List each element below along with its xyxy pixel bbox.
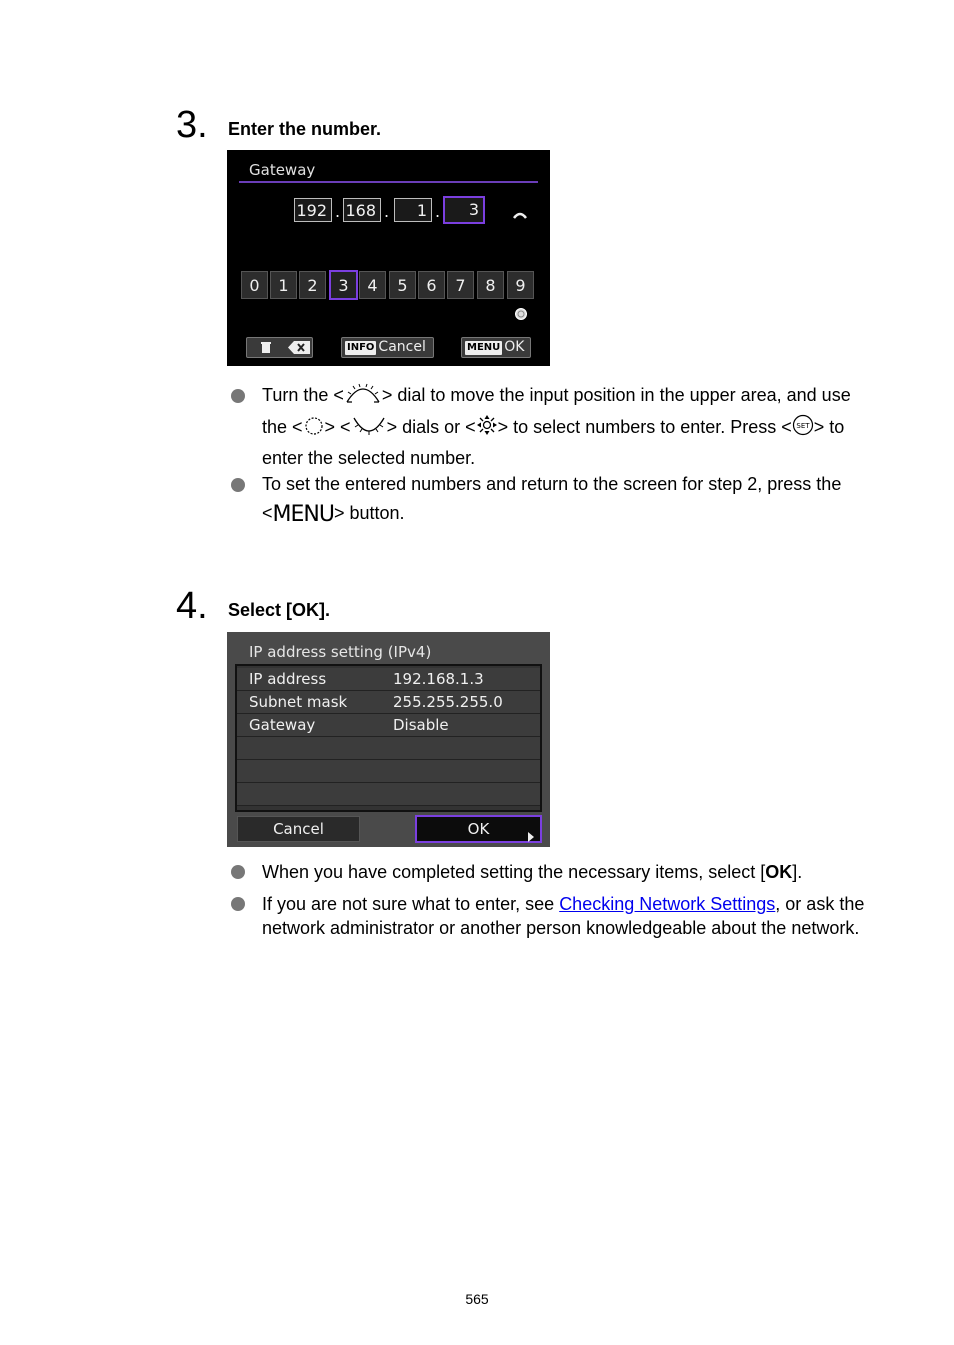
digit-key[interactable]: 8: [477, 271, 504, 299]
instruction-menu: [262, 470, 872, 529]
text-segment: Turn the <: [262, 385, 344, 405]
digit-key[interactable]: 4: [359, 271, 386, 299]
ok-button[interactable]: [461, 337, 531, 358]
instruction-dials: [262, 381, 872, 473]
step-4-title: Select [OK].: [228, 600, 331, 620]
digit-key-selected[interactable]: 3: [329, 270, 358, 300]
digit-key[interactable]: 1: [270, 271, 297, 299]
digit-key[interactable]: 6: [418, 271, 445, 299]
text-segment: ].: [792, 862, 803, 882]
step-4-number: 4.: [176, 585, 208, 627]
row-key: Subnet mask: [249, 693, 348, 711]
row-key: IP address: [249, 670, 327, 688]
text-segment: To set the entered numbers and return to the screen for step 2, press the <: [262, 474, 842, 523]
digit-key[interactable]: 9: [507, 271, 534, 299]
quick-control-dial-icon: [514, 306, 528, 325]
row-value: 255.255.255.0: [393, 693, 503, 711]
text-segment: > button.: [333, 502, 405, 523]
info-button-tag: INFO: [347, 342, 375, 353]
delete-button[interactable]: [246, 337, 313, 358]
dial-up-arrow-icon: [512, 205, 528, 224]
bullet-marker: [231, 897, 245, 911]
octet-field-2[interactable]: 168: [343, 198, 381, 222]
cancel-button[interactable]: [341, 337, 434, 358]
instruction-select-ok: [262, 861, 872, 885]
table-row[interactable]: [237, 691, 540, 714]
row-value: 192.168.1.3: [393, 670, 484, 688]
octet-field-3[interactable]: 1: [394, 198, 432, 222]
empty-row: [237, 783, 540, 806]
svg-text:SET: SET: [796, 421, 810, 430]
cancel-button[interactable]: Cancel: [237, 816, 360, 842]
digit-key[interactable]: 7: [447, 271, 474, 299]
octet-field-1[interactable]: 192: [294, 198, 332, 222]
bullet-marker: [231, 865, 245, 879]
right-arrow-icon: [528, 825, 534, 849]
menu-button-tag: MENU: [467, 342, 501, 353]
text-segment: When you have completed setting the necessary items, select [: [262, 862, 766, 882]
table-row[interactable]: [237, 714, 540, 737]
row-key: Gateway: [249, 716, 316, 734]
text-segment: > to enter the selected number.: [262, 416, 845, 468]
empty-row: [237, 737, 540, 760]
empty-row: [237, 760, 540, 783]
page-number: 565: [465, 1291, 489, 1307]
title-divider: [239, 181, 538, 183]
ip-setting-screen: [227, 632, 550, 847]
step-3-title: Enter the number.: [228, 119, 382, 139]
settings-table: [235, 664, 542, 812]
cancel-label: Cancel: [378, 339, 426, 355]
bullet-marker: [231, 478, 245, 492]
multi-controller-icon: [476, 414, 498, 445]
trash-icon: [260, 341, 272, 360]
instruction-help: [262, 893, 872, 940]
screen-title: Gateway: [249, 161, 316, 179]
menu-button-icon: MENU: [272, 501, 334, 527]
octet-dot: .: [335, 202, 341, 221]
main-dial-icon: [344, 382, 382, 413]
text-segment: > to select numbers to enter. Press <: [497, 416, 792, 437]
octet-dot: .: [435, 202, 441, 221]
ok-button[interactable]: [415, 815, 542, 843]
ok-label: OK: [467, 820, 490, 838]
table-row[interactable]: [237, 668, 540, 691]
ok-bold-text: OK: [765, 862, 793, 882]
step-3-number: 3.: [176, 104, 208, 146]
digit-key[interactable]: 0: [241, 271, 268, 299]
row-value: Disable: [393, 716, 449, 734]
digit-key[interactable]: 5: [389, 271, 416, 299]
text-segment: > dial to move the input position in the upper area, and use the <: [262, 385, 851, 437]
screen-title: IP address setting (IPv4): [249, 643, 432, 661]
text-segment: , or ask the network administrator or another person knowledgeable about the network.: [262, 894, 865, 938]
octet-dot: .: [384, 202, 390, 221]
checking-network-settings-link[interactable]: Checking Network Settings: [559, 894, 776, 914]
gateway-entry-screen: [227, 150, 550, 366]
octet-field-4-active[interactable]: 3: [443, 196, 485, 224]
quick-control-dial-icon: [303, 416, 325, 445]
quick-control-dial-2-icon: [351, 414, 387, 445]
digit-key[interactable]: 2: [299, 271, 326, 299]
set-button-icon: [792, 414, 814, 445]
text-segment: > dials or <: [386, 416, 476, 437]
backspace-icon: [288, 341, 310, 360]
text-segment: If you are not sure what to enter, see: [262, 894, 560, 914]
bullet-marker: [231, 389, 245, 403]
ok-label: OK: [504, 339, 525, 355]
text-segment: > <: [324, 416, 351, 437]
